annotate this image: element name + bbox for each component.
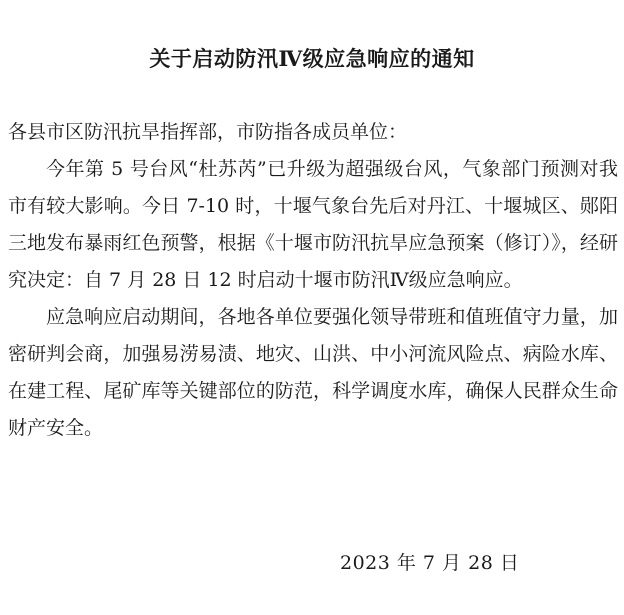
- document-title: 关于启动防汛Ⅳ级应急响应的通知: [149, 46, 475, 71]
- document-body: [8, 114, 618, 447]
- salutation: 各县市区防汛抗旱指挥部，市防指各成员单位：: [8, 121, 408, 143]
- document-date: 2023 年 7 月 28 日: [340, 552, 520, 574]
- paragraph-1: 今年第 5 号台风“杜苏芮”已升级为超强级台风，气象部门预测对我市有较大影响。今日 7-10 时，十堰气象台先后对丹江、十堰城区、郧阳三地发布暴雨红色预警，根据《十堰市防汛抗旱应急预案（修订）》，经研究决定：自 7 月 28 日 12 时启动十堰市防汛Ⅳ级应急响应。: [8, 158, 618, 291]
- paragraph-2: 应急响应启动期间，各地各单位要强化领导带班和值班值守力量，加密研判会商，加强易涝易渍、地灾、山洪、中小河流风险点、病险水库、在建工程、尾矿库等关键部位的防范，科学调度水库，确保人民群众生命财产安全。: [8, 306, 618, 439]
